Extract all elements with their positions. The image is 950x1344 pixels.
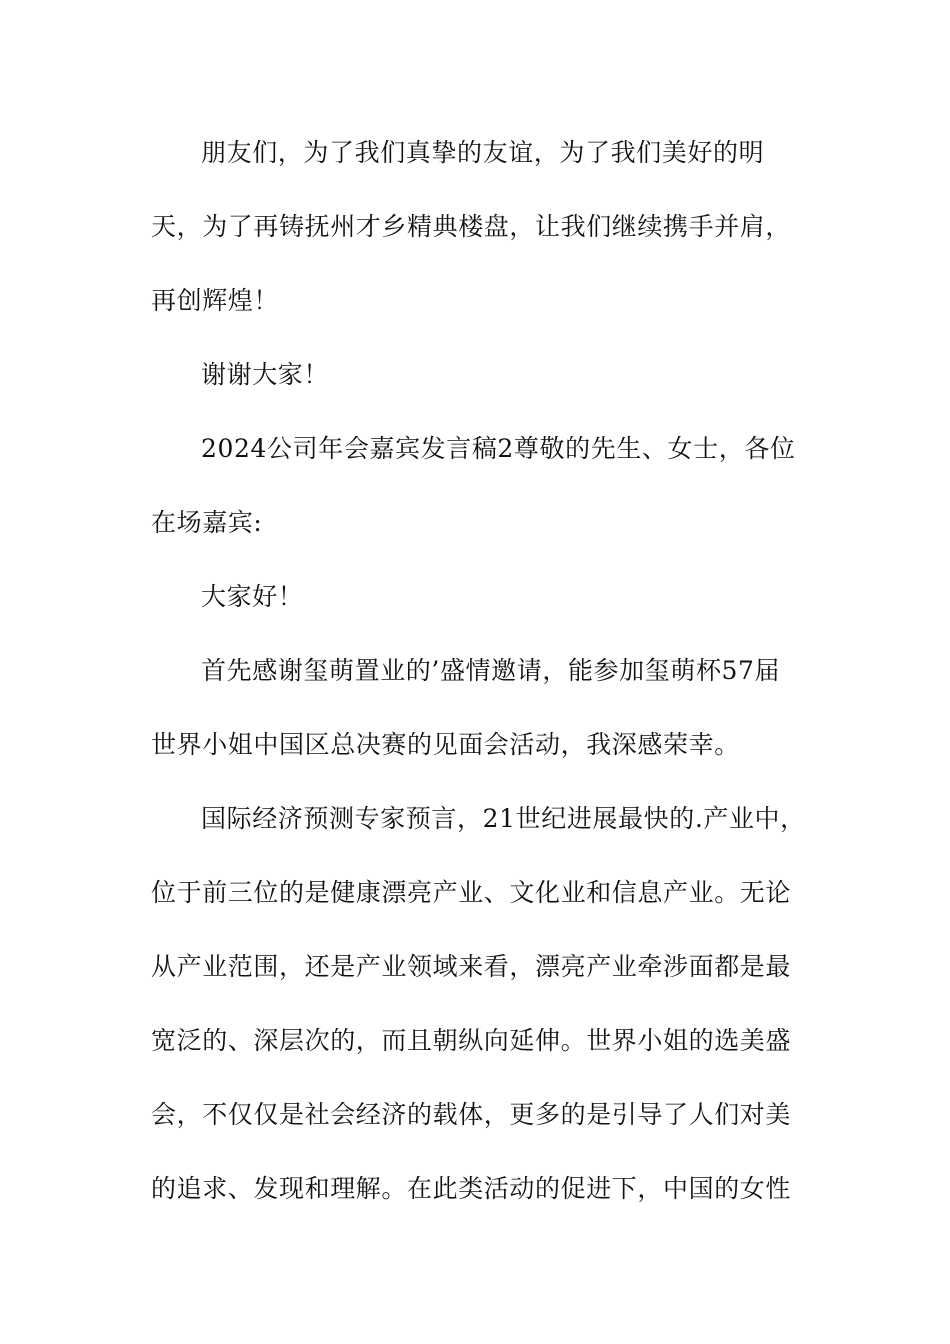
text-line: 朋友们，为了我们真挚的友谊，为了我们美好的明 [201,138,765,167]
text-line: 再创辉煌！ [151,286,280,315]
text-line: 国际经济预测专家预言，21世纪进展最快的.产业中， [201,804,806,833]
text-line: 天，为了再铸抚州才乡精典楼盘，让我们继续携手并肩， [151,212,792,241]
text-line: 的追求、发现和理解。在此类活动的促进下，中国的女性 [151,1174,792,1203]
text-line: 从产业范围，还是产业领域来看，漂亮产业牵涉面都是最 [151,952,792,981]
text-line: 位于前三位的是健康漂亮产业、文化业和信息产业。无论 [151,878,792,907]
text-line: 2024公司年会嘉宾发言稿2尊敬的先生、女士，各位 [201,434,796,463]
text-line: 谢谢大家！ [201,360,330,389]
text-line: 首先感谢玺萌置业的’盛情邀请，能参加玺萌杯57届 [201,656,781,685]
text-line: 大家好！ [201,582,304,611]
text-line: 宽泛的、深层次的，而且朝纵向延伸。世界小姐的选美盛 [151,1026,792,1055]
text-line: 会，不仅仅是社会经济的载体，更多的是引导了人们对美 [151,1100,792,1129]
text-line: 在场嘉宾: [151,508,263,537]
text-line: 世界小姐中国区总决赛的见面会活动，我深感荣幸。 [151,730,740,759]
